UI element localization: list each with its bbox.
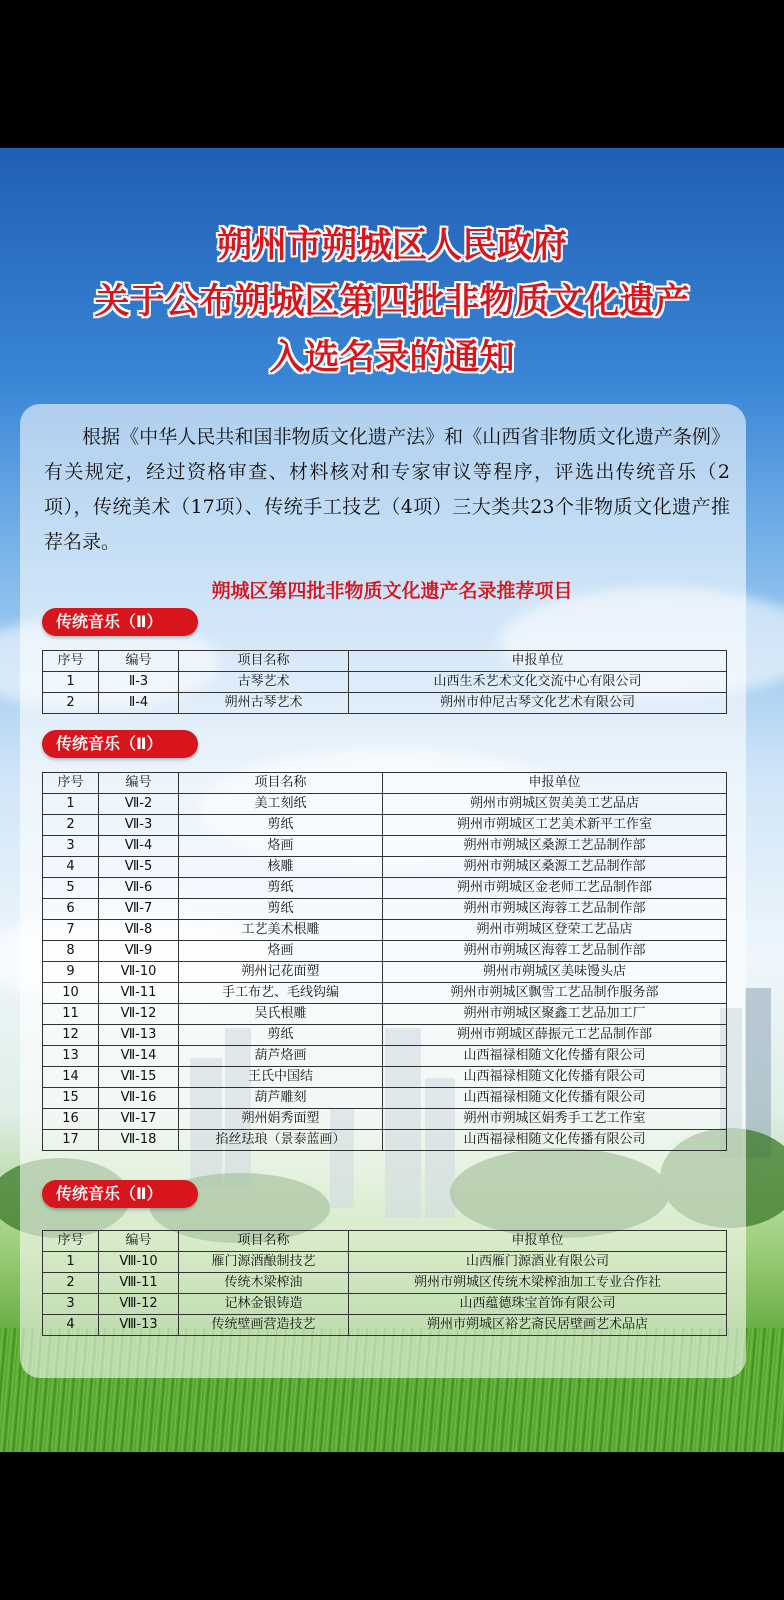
cell-code: Ⅶ-14 — [99, 1046, 179, 1067]
table-row — [43, 693, 727, 714]
header-code: 编号 — [99, 651, 179, 672]
music-table-body — [43, 672, 727, 714]
intro-text: 根据《中华人民共和国非物质文化遗产法》和《山西省非物质文化遗产条例》有关规定，经过资格审查、材料核对和专家审议等程序，评选出传统音乐（2项），传统美术（17项）、传统手工技艺（4项）三大类共23个非物质文化遗产推荐名录。 — [44, 426, 730, 553]
cell-index: 16 — [43, 1109, 99, 1130]
header-unit: 申报单位 — [383, 773, 727, 794]
cell-code: Ⅷ-10 — [99, 1252, 179, 1273]
table-row — [43, 857, 727, 878]
table-row — [43, 815, 727, 836]
table-row — [43, 1046, 727, 1067]
cell-unit: 朔州市朔城区金老师工艺品制作部 — [383, 878, 727, 899]
cell-project-name: 传统木梁榨油 — [179, 1273, 349, 1294]
table-row — [43, 1315, 727, 1336]
cell-project-name: 核雕 — [179, 857, 383, 878]
header-project: 项目名称 — [179, 651, 349, 672]
cell-unit: 朔州市朔城区桑源工艺品制作部 — [383, 857, 727, 878]
intro-paragraph — [44, 420, 730, 560]
cell-unit: 山西蕴德珠宝首饰有限公司 — [349, 1294, 727, 1315]
cell-project-name: 剪纸 — [179, 1025, 383, 1046]
cell-code: Ⅶ-11 — [99, 983, 179, 1004]
table-row — [43, 962, 727, 983]
cell-code: Ⅶ-12 — [99, 1004, 179, 1025]
bottom-black-bar — [0, 1452, 784, 1600]
cell-code: Ⅶ-3 — [99, 815, 179, 836]
cell-code: Ⅷ-11 — [99, 1273, 179, 1294]
section-tag-arts: 传统音乐（Ⅱ） — [42, 730, 198, 758]
cell-project-name: 雁门源酒酿制技艺 — [179, 1252, 349, 1273]
cell-index: 5 — [43, 878, 99, 899]
cell-code: Ⅶ-16 — [99, 1088, 179, 1109]
poster-title-line-3: 入选名录的通知 — [269, 338, 515, 378]
table-header-row — [43, 773, 727, 794]
header-project: 项目名称 — [179, 1231, 349, 1252]
cell-unit: 朔州市朔城区娟秀手工艺工作室 — [383, 1109, 727, 1130]
header-unit: 申报单位 — [349, 1231, 727, 1252]
table-row — [43, 1004, 727, 1025]
cell-code: Ⅶ-15 — [99, 1067, 179, 1088]
cell-project-name: 剪纸 — [179, 815, 383, 836]
cell-code: Ⅶ-4 — [99, 836, 179, 857]
table-row — [43, 983, 727, 1004]
cell-project-name: 工艺美术根雕 — [179, 920, 383, 941]
crafts-table-body — [43, 1252, 727, 1336]
cell-unit: 朔州市朔城区工艺美术新平工作室 — [383, 815, 727, 836]
cell-unit: 山西生禾艺术文化交流中心有限公司 — [349, 672, 727, 693]
cell-unit: 朔州市朔城区传统木梁榨油加工专业合作社 — [349, 1273, 727, 1294]
table-row — [43, 920, 727, 941]
poster-title-line-2: 关于公布朔城区第四批非物质文化遗产 — [94, 282, 690, 322]
table-header-row — [43, 651, 727, 672]
cell-code: Ⅶ-18 — [99, 1130, 179, 1151]
cell-project-name: 烙画 — [179, 941, 383, 962]
table-row — [43, 1252, 727, 1273]
cell-project-name: 王氏中国结 — [179, 1067, 383, 1088]
cell-code: Ⅶ-10 — [99, 962, 179, 983]
cell-index: 7 — [43, 920, 99, 941]
cell-unit: 山西福禄相随文化传播有限公司 — [383, 1088, 727, 1109]
cell-index: 13 — [43, 1046, 99, 1067]
cell-index: 3 — [43, 836, 99, 857]
table-row — [43, 1088, 727, 1109]
cell-index: 10 — [43, 983, 99, 1004]
cell-index: 6 — [43, 899, 99, 920]
list-subtitle: 朔城区第四批非物质文化遗产名录推荐项目 — [211, 580, 573, 602]
cell-project-name: 美工刻纸 — [179, 794, 383, 815]
section-tag-music: 传统音乐（Ⅱ） — [42, 608, 198, 636]
cell-code: Ⅶ-8 — [99, 920, 179, 941]
cell-unit: 朔州市朔城区裕艺斋民居壁画艺术品店 — [349, 1315, 727, 1336]
header-code: 编号 — [99, 773, 179, 794]
cell-index: 4 — [43, 1315, 99, 1336]
section-tag-crafts: 传统音乐（Ⅱ） — [42, 1180, 198, 1208]
table-row — [43, 1294, 727, 1315]
cell-index: 9 — [43, 962, 99, 983]
cell-index: 17 — [43, 1130, 99, 1151]
header-code: 编号 — [99, 1231, 179, 1252]
cell-index: 1 — [43, 1252, 99, 1273]
cell-project-name: 朔州记花面塑 — [179, 962, 383, 983]
cell-project-name: 烙画 — [179, 836, 383, 857]
cell-index: 12 — [43, 1025, 99, 1046]
cell-unit: 山西福禄相随文化传播有限公司 — [383, 1067, 727, 1088]
cell-project-name: 传统壁画营造技艺 — [179, 1315, 349, 1336]
table-row — [43, 672, 727, 693]
cell-code: Ⅶ-7 — [99, 899, 179, 920]
table-row — [43, 1130, 727, 1151]
cell-index: 11 — [43, 1004, 99, 1025]
table-row — [43, 1025, 727, 1046]
header-index: 序号 — [43, 773, 99, 794]
cell-unit: 朔州市仲尼古琴文化艺术有限公司 — [349, 693, 727, 714]
cell-unit: 山西雁门源酒业有限公司 — [349, 1252, 727, 1273]
cell-unit: 朔州市朔城区贺美美工艺品店 — [383, 794, 727, 815]
cell-code: Ⅶ-2 — [99, 794, 179, 815]
cell-unit: 朔州市朔城区海蓉工艺品制作部 — [383, 941, 727, 962]
cell-project-name: 剪纸 — [179, 899, 383, 920]
cell-code: Ⅶ-9 — [99, 941, 179, 962]
cell-code: Ⅶ-13 — [99, 1025, 179, 1046]
cell-code: Ⅱ-4 — [99, 693, 179, 714]
cell-index: 8 — [43, 941, 99, 962]
cell-index: 1 — [43, 672, 99, 693]
cell-unit: 山西福禄相随文化传播有限公司 — [383, 1130, 727, 1151]
cell-project-name: 葫芦雕刻 — [179, 1088, 383, 1109]
header-index: 序号 — [43, 1231, 99, 1252]
arts-table — [42, 772, 727, 1151]
header-project: 项目名称 — [179, 773, 383, 794]
cell-unit: 朔州市朔城区聚鑫工艺品加工厂 — [383, 1004, 727, 1025]
cell-unit: 朔州市朔城区海蓉工艺品制作部 — [383, 899, 727, 920]
cell-unit: 朔州市朔城区桑源工艺品制作部 — [383, 836, 727, 857]
header-index: 序号 — [43, 651, 99, 672]
cell-project-name: 朔州古琴艺术 — [179, 693, 349, 714]
table-row — [43, 794, 727, 815]
cell-unit: 山西福禄相随文化传播有限公司 — [383, 1046, 727, 1067]
cell-index: 15 — [43, 1088, 99, 1109]
cell-code: Ⅷ-12 — [99, 1294, 179, 1315]
table-row — [43, 899, 727, 920]
cell-project-name: 吴氏根雕 — [179, 1004, 383, 1025]
cell-unit: 朔州市朔城区飘雪工艺品制作服务部 — [383, 983, 727, 1004]
cell-index: 1 — [43, 794, 99, 815]
cell-index: 2 — [43, 815, 99, 836]
cell-code: Ⅶ-6 — [99, 878, 179, 899]
arts-table-body — [43, 794, 727, 1151]
crafts-table — [42, 1230, 727, 1336]
cell-code: Ⅶ-17 — [99, 1109, 179, 1130]
table-row — [43, 1273, 727, 1294]
cell-code: Ⅷ-13 — [99, 1315, 179, 1336]
cell-project-name: 手工布艺、毛线钩编 — [179, 983, 383, 1004]
cell-project-name: 剪纸 — [179, 878, 383, 899]
table-row — [43, 878, 727, 899]
cell-code: Ⅶ-5 — [99, 857, 179, 878]
cell-unit: 朔州市朔城区登荣工艺品店 — [383, 920, 727, 941]
cell-unit: 朔州市朔城区美味馒头店 — [383, 962, 727, 983]
cell-project-name: 葫芦烙画 — [179, 1046, 383, 1067]
header-unit: 申报单位 — [349, 651, 727, 672]
cell-index: 14 — [43, 1067, 99, 1088]
cell-project-name: 古琴艺术 — [179, 672, 349, 693]
music-table — [42, 650, 727, 714]
cell-project-name: 记林金银铸造 — [179, 1294, 349, 1315]
cell-index: 2 — [43, 1273, 99, 1294]
poster-title-line-1: 朔州市朔城区人民政府 — [216, 226, 567, 266]
cell-index: 2 — [43, 693, 99, 714]
top-black-bar — [0, 0, 784, 148]
table-row — [43, 1109, 727, 1130]
table-row — [43, 941, 727, 962]
cell-index: 3 — [43, 1294, 99, 1315]
table-header-row — [43, 1231, 727, 1252]
cell-unit: 朔州市朔城区薛振元工艺品制作部 — [383, 1025, 727, 1046]
table-row — [43, 1067, 727, 1088]
table-row — [43, 836, 727, 857]
cell-project-name: 掐丝珐琅（景泰蓝画） — [179, 1130, 383, 1151]
cell-index: 4 — [43, 857, 99, 878]
cell-code: Ⅱ-3 — [99, 672, 179, 693]
cell-project-name: 朔州娟秀面塑 — [179, 1109, 383, 1130]
